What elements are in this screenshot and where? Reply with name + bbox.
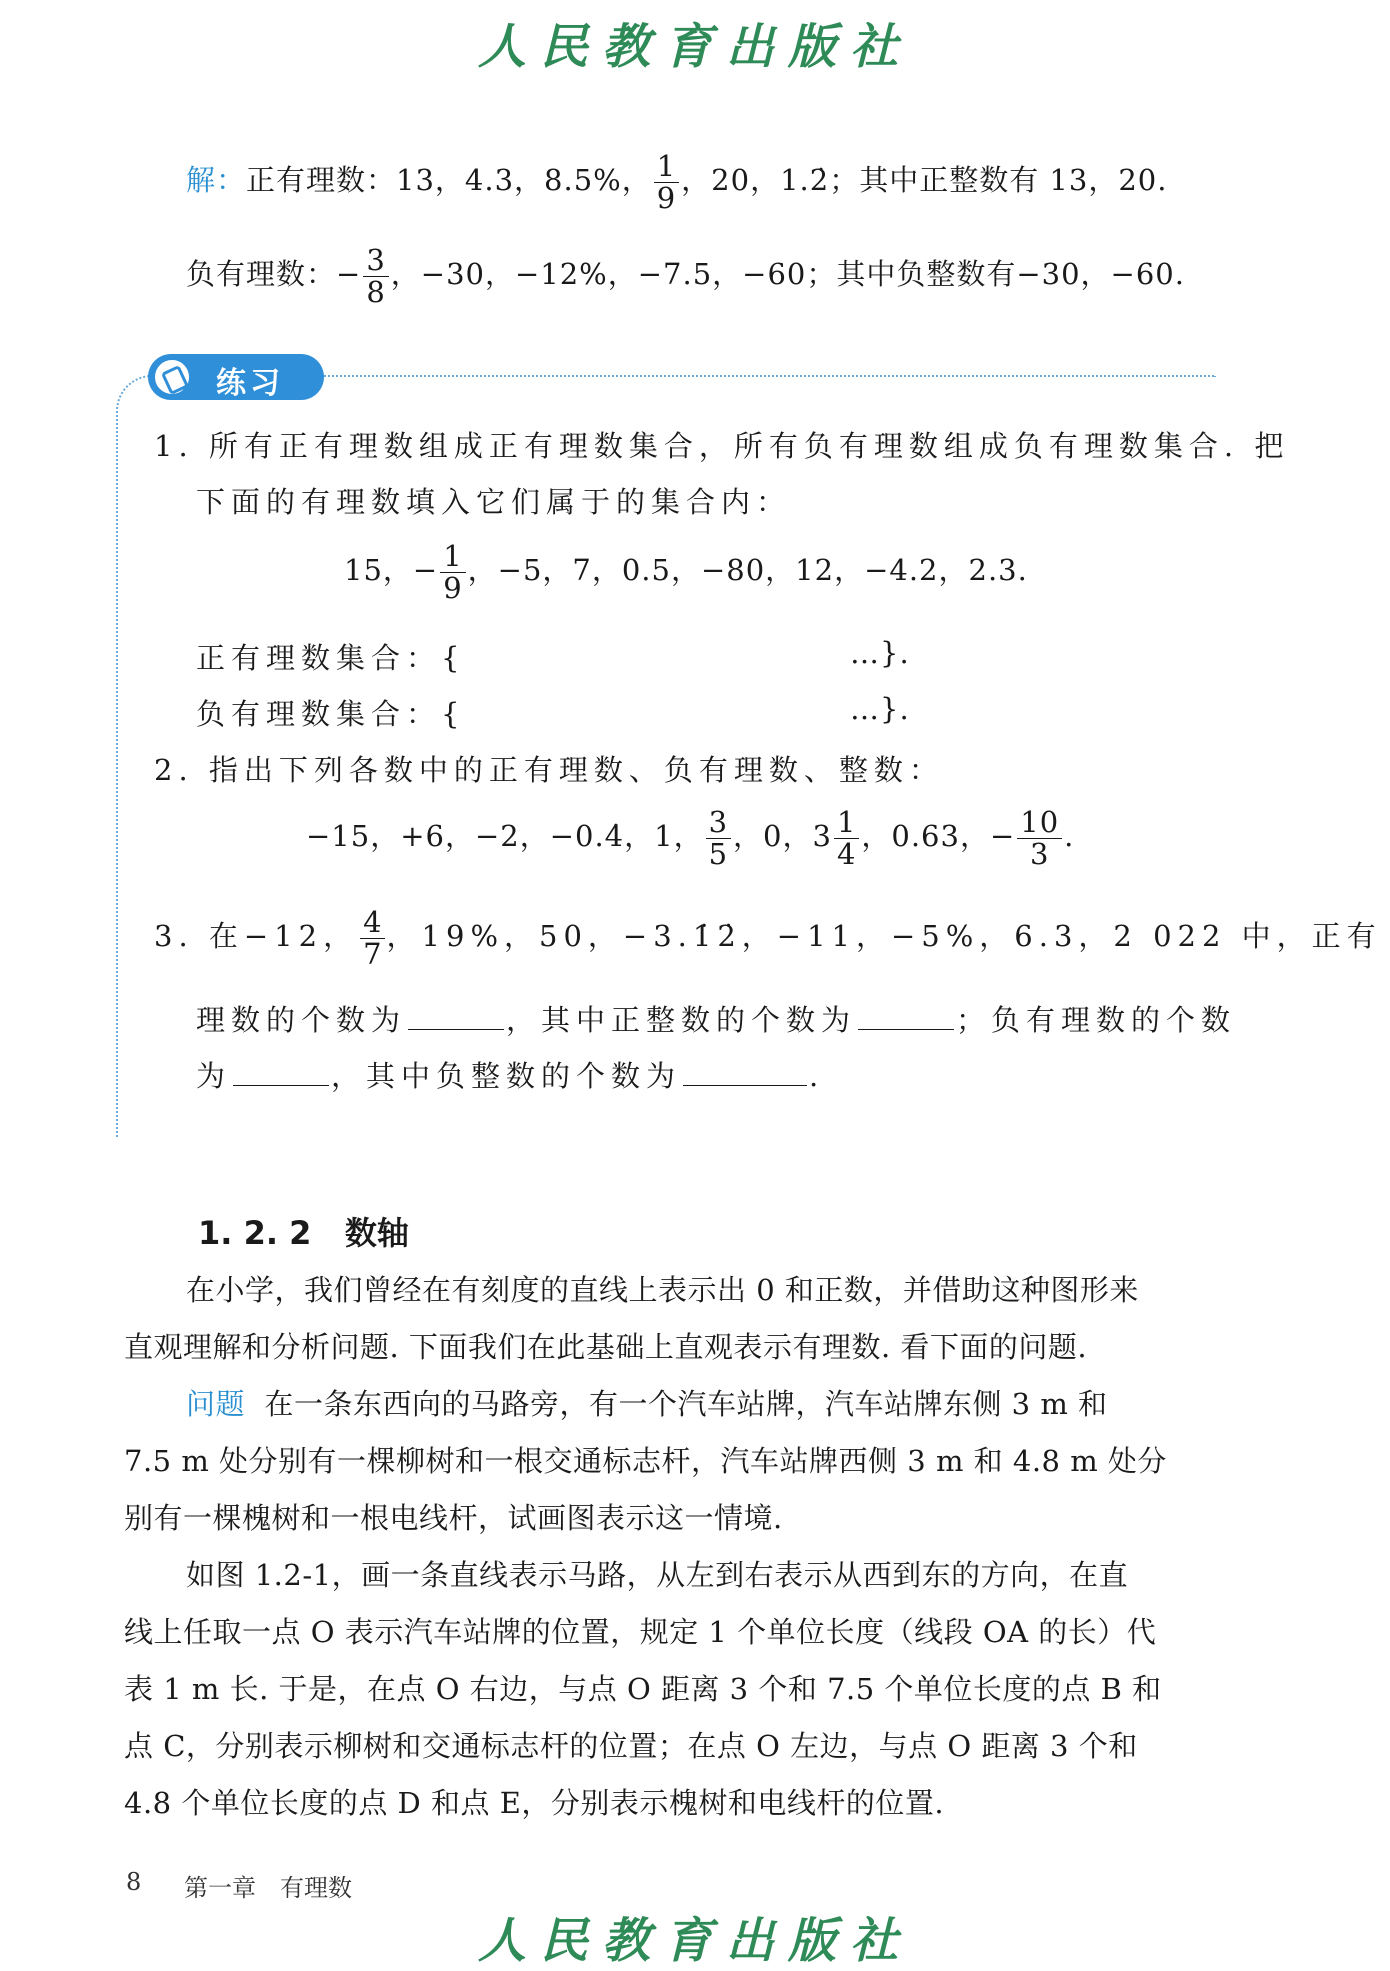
q1-negative-set: 负有理数集合：{: [196, 697, 466, 731]
section-heading: [198, 1208, 409, 1254]
q3-line3: 为 ，其中负整数的个数为 .: [196, 1059, 825, 1093]
solution-positive-line: [186, 150, 1167, 213]
q1-line2: 下面的有理数填入它们属于的集合内：: [196, 485, 792, 519]
body-line-3: 表 1 m 长. 于是，在点 O 右边，与点 O 距离 3 个和 7.5 个单位长度的点 B 和: [124, 1672, 1162, 1706]
pencil-icon: [152, 357, 192, 397]
q1-numbers: 15，− $\frac{1}{9}$ ，−5，7，0.5，−80，12，−4.2，2.3.: [344, 539, 1028, 605]
q2-line: 2. 指出下列各数中的正有理数、负有理数、整数：: [154, 753, 944, 787]
answer-blank[interactable]: [233, 1061, 329, 1086]
exercise-tag: [148, 354, 324, 400]
answer-blank[interactable]: [408, 1005, 504, 1030]
q1-negative-set-end: …}.: [850, 692, 910, 726]
solution-label: 解：: [186, 163, 247, 197]
section-title: 数轴: [344, 1214, 409, 1252]
body-line-2: 线上任取一点 O 表示汽车站牌的位置，规定 1 个单位长度（线段 OA 的长）代: [124, 1615, 1157, 1649]
solution-positive-text: 正有理数：13，4.3，8.5%，: [246, 163, 652, 197]
body-line-1: 如图 1.2-1，画一条直线表示马路，从左到右表示从西到东的方向，在直: [186, 1558, 1129, 1592]
section-intro-2: 直观理解和分析问题. 下面我们在此基础上直观表示有理数. 看下面的问题.: [124, 1330, 1088, 1364]
q3-line1: 3. 在−12， $\frac{4}{7}$ ，19%，50，−3.1̇2̇，−11，−5%，6.3，2 022 中，正有: [154, 905, 1382, 971]
body-line-5: 4.8 个单位长度的点 D 和点 E，分别表示槐树和电线杆的位置.: [124, 1786, 945, 1820]
solution-negative-tail: ，−30，−12%，−7.5，−60；其中负整数有−30，−60.: [390, 257, 1185, 291]
body-line-4: 点 C，分别表示柳树和交通标志杆的位置；在点 O 左边，与点 O 距离 3 个和: [124, 1729, 1138, 1763]
fraction: $\frac{4}{7}$: [360, 907, 384, 969]
publisher-seal-bottom: 人民教育出版社: [477, 1913, 912, 1969]
answer-blank[interactable]: [683, 1061, 807, 1086]
q1-positive-set-end: …}.: [850, 636, 910, 670]
page-number: 8: [126, 1868, 142, 1896]
fraction: $\frac{1}{9}$: [440, 541, 465, 603]
publisher-seal-top: 人民教育出版社: [477, 19, 912, 75]
q2-numbers: −15，+6，−2，−0.4̇，1， $\frac{3}{5}$ ，0，3 $\frac{1}{4}$ ，0.63，− $\frac{10}{3}$ .: [306, 805, 1075, 871]
solution-positive-tail: ，20，1.2̇；其中正整数有 13，20.: [681, 163, 1168, 197]
problem-line-3: 别有一棵槐树和一根电线杆，试画图表示这一情境.: [124, 1501, 783, 1535]
problem-line-2: 7.5 m 处分别有一棵柳树和一根交通标志杆，汽车站牌西侧 3 m 和 4.8 m 处分: [124, 1444, 1167, 1478]
exercise-tag-label: 练习: [216, 366, 284, 401]
solution-negative-text: 负有理数：−: [186, 257, 362, 291]
exercise-top-rule: [324, 375, 1214, 377]
solution-negative-line: [186, 244, 1185, 307]
problem-line-1: 问题 在一条东西向的马路旁，有一个汽车站牌，汽车站牌东侧 3 m 和: [186, 1387, 1108, 1421]
fraction: $\frac{3}{8}$: [363, 245, 388, 307]
q3-line2: 理数的个数为 ，其中正整数的个数为 ；负有理数的个数: [196, 1003, 1237, 1037]
q1-positive-set: 正有理数集合：{: [196, 641, 466, 675]
fraction: $\frac{3}{5}$: [706, 807, 731, 869]
answer-blank[interactable]: [858, 1005, 954, 1030]
section-intro-1: 在小学，我们曾经在有刻度的直线上表示出 0 和正数，并借助这种图形来: [186, 1273, 1139, 1307]
q1-line1: 1. 所有正有理数组成正有理数集合，所有负有理数组成负有理数集合. 把: [154, 429, 1290, 463]
problem-label: 问题: [186, 1387, 246, 1421]
chapter-label: 第一章 有理数: [184, 1874, 352, 1902]
fraction: $\frac{1}{9}$: [654, 151, 679, 213]
fraction: $\frac{10}{3}$: [1017, 807, 1062, 869]
fraction: $\frac{1}{4}$: [834, 807, 859, 869]
section-number: 1. 2. 2: [198, 1214, 312, 1252]
